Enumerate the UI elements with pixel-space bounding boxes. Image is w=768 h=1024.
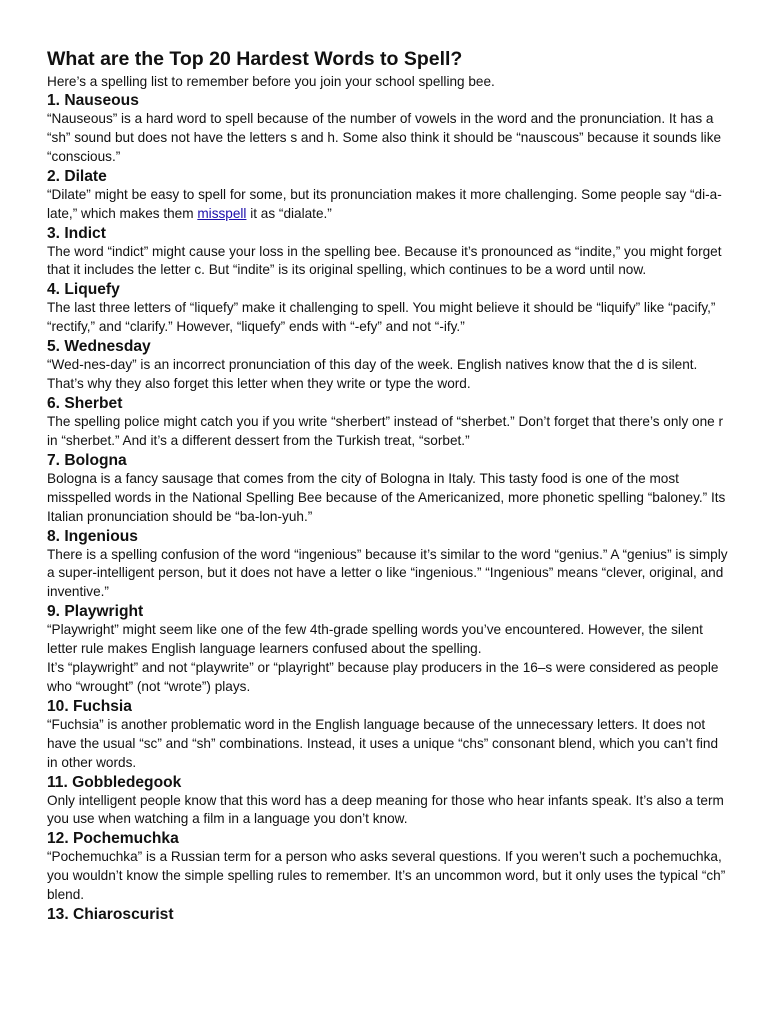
entry-nauseous: [47, 91, 728, 167]
entry-sherbet: [47, 394, 728, 451]
entry-body: [47, 186, 728, 224]
entry-paragraph: It’s “playwright” and not “playwrite” or “playright” because play producers in the 16–s were considered as people who “wrought” (not “wrote”) plays.: [47, 660, 719, 694]
entry-body: The spelling police might catch you if you write “sherbert” instead of “sherbet.” Don’t forget that there’s only one r in “sherbet.” And it’s a different dessert from the Turkish treat, “sorbet.”: [47, 413, 723, 448]
entry-heading: 7. Bologna: [47, 451, 127, 469]
entry-body: The last three letters of “liquefy” make it challenging to spell. You might believe it should be “liquify” like “pacify,” “rectify,” and “clarify.” However, “liquefy” ends with “-efy” and not “-ify.”: [47, 300, 716, 335]
entry-body: Only intelligent people know that this word has a deep meaning for those who hear infants speak. It’s also a term you use when watching a film in a language you don’t know.: [47, 792, 724, 827]
entry-heading: 2. Dilate: [47, 167, 107, 185]
entry-body: “Fuchsia” is another problematic word in the English language because of the unnecessary letters. It does not have the usual “sc” and “sh” combinations. Instead, it uses a unique “chs” consonant blend, which you can’t find in other words.: [47, 716, 719, 770]
entry-heading: 3. Indict: [47, 224, 106, 242]
entry-heading: 10. Fuchsia: [47, 697, 132, 715]
entry-ingenious: [47, 527, 728, 603]
entry-body: “Pochemuchka” is a Russian term for a person who asks several questions. If you weren’t such a pochemuchka, you wouldn’t know the simple spelling rules to remember. It’s an uncommon word, but it only uses the typical “ch” blend.: [47, 849, 726, 903]
entry-heading: 6. Sherbet: [47, 394, 123, 412]
entry-paragraph: “Playwright” might seem like one of the few 4th-grade spelling words you’ve encountered. However, the silent letter rule makes English language learners confused about the spelling.: [47, 622, 703, 657]
entry-heading: 9. Playwright: [47, 603, 144, 621]
entry-body: “Wed-nes-day” is an incorrect pronunciation of this day of the week. English natives know that the d is silent. That’s why they also forget this letter when they write or type the word.: [47, 357, 698, 392]
entry-heading: 4. Liquefy: [47, 281, 120, 299]
entry-body: [47, 621, 728, 697]
entry-bologna: [47, 451, 728, 527]
entry-heading: 5. Wednesday: [47, 338, 151, 356]
entry-liquefy: [47, 280, 728, 337]
entry-body-text: “Dilate” might be easy to spell for some, but its pronunciation makes it more challenging. Some people say “di-a-late,” which makes them: [47, 186, 722, 221]
entry-fuchsia: [47, 697, 728, 773]
entry-heading: 13. Chiaroscurist: [47, 906, 174, 924]
document-title: What are the Top 20 Hardest Words to Spell?: [47, 48, 463, 70]
misspell-link[interactable]: misspell: [197, 205, 247, 221]
entry-pochemuchka: [47, 829, 728, 905]
entry-heading: 11. Gobbledegook: [47, 773, 182, 791]
entry-body: The word “indict” might cause your loss in the spelling bee. Because it’s pronounced as “indite,” you might forget that it includes the letter c. But “indite” is its original spelling, which continues to be a word until now.: [47, 243, 722, 278]
entry-body: “Nauseous” is a hard word to spell because of the number of vowels in the word and the pronunciation. It has a “sh” sound but does not have the letters s and h. Some also think it should be “nauscous” because it sounds like “conscious.”: [47, 111, 722, 164]
entry-chiaroscurist: [47, 905, 728, 924]
entry-body: There is a spelling confusion of the word “ingenious” because it’s similar to the word “genius.” A “genius” is simply a super-intelligent person, but it does not have a letter o like “ingenious.” “Ingenious” means “clever, original, and inventive.”: [47, 546, 728, 600]
entry-wednesday: [47, 337, 728, 394]
entry-heading: 8. Ingenious: [47, 527, 138, 545]
entry-heading: 1. Nauseous: [47, 92, 139, 109]
entry-indict: [47, 224, 728, 281]
entry-body-text: it as “dialate.”: [246, 205, 332, 221]
entry-heading: 12. Pochemuchka: [47, 830, 179, 848]
entry-gobbledegook: [47, 773, 728, 830]
document-intro: Here’s a spelling list to remember before you join your school spelling bee.: [47, 74, 495, 89]
entry-playwright: [47, 602, 728, 697]
entry-body: Bologna is a fancy sausage that comes from the city of Bologna in Italy. This tasty food is one of the most misspelled words in the National Spelling Bee because of the Americanized, more phonetic spelling “baloney.” Its Italian pronunciation should be “ba-lon-yuh.”: [47, 470, 726, 524]
entry-dilate: [47, 167, 728, 224]
